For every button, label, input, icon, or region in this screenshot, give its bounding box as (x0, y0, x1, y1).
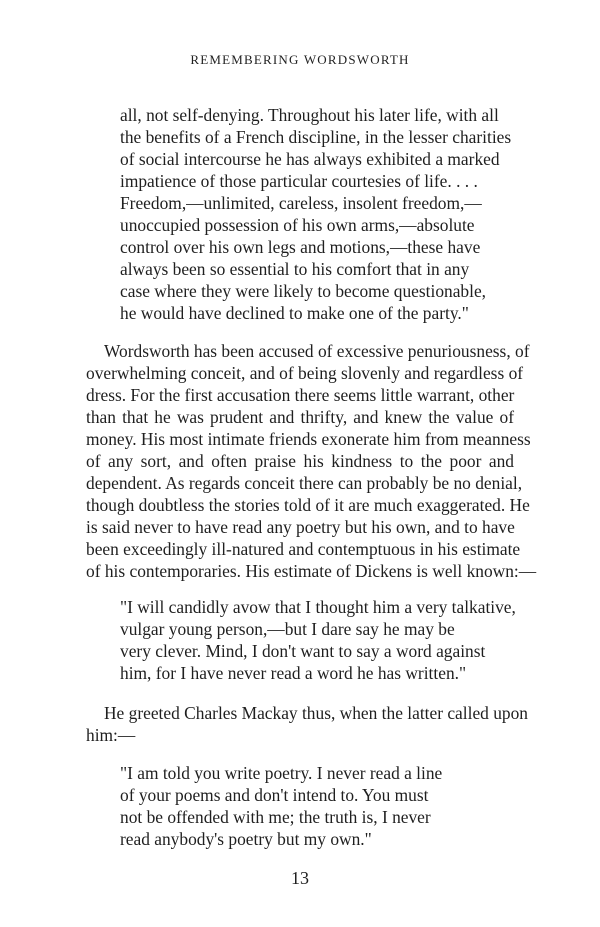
body-line: of any sort, and often praise his kindness to the poor and (86, 451, 514, 471)
quote-line: the benefits of a French discipline, in the lesser charities (120, 127, 512, 147)
quote-line: unoccupied possession of his own arms,—absolute (120, 215, 475, 235)
body-line: Wordsworth has been accused of excessive penuriousness, of (104, 341, 530, 361)
body-line: of his contemporaries. His estimate of Dickens is well known:— (86, 561, 537, 581)
body-line: dress. For the first accusation there seems little warrant, other (86, 385, 515, 405)
quote-line: always been so essential to his comfort that in any (120, 259, 470, 279)
quote-line: "I will candidly avow that I thought him a very talkative, (120, 597, 516, 617)
page-number: 13 (291, 868, 309, 888)
quote-line: "I am told you write poetry. I never read a line (120, 763, 443, 783)
quote-line: not be offended with me; the truth is, I never (120, 807, 431, 827)
quote-line: him, for I have never read a word he has written." (120, 663, 467, 683)
quote-line: all, not self-denying. Throughout his later life, with all (120, 105, 499, 125)
quote-line: read anybody's poetry but my own." (120, 829, 372, 849)
quote-line: control over his own legs and motions,—these have (120, 237, 481, 257)
quote-line: he would have declined to make one of the party." (120, 303, 469, 323)
running-header: REMEMBERING WORDSWORTH (190, 52, 410, 67)
body-line: than that he was prudent and thrifty, and knew the value of (86, 407, 514, 427)
body-line: been exceedingly ill-natured and contemptuous in his estimate (86, 539, 521, 559)
quote-line: case where they were likely to become questionable, (120, 281, 487, 301)
quote-line: impatience of those particular courtesies of life. . . . (120, 171, 478, 191)
quote-line: very clever. Mind, I don't want to say a word against (120, 641, 486, 661)
quote-line: Freedom,—unlimited, careless, insolent freedom,— (120, 193, 482, 213)
body-line: money. His most intimate friends exonerate him from meanness (86, 429, 531, 449)
body-line: overwhelming conceit, and of being slovenly and regardless of (86, 363, 524, 383)
body-line: dependent. As regards conceit there can probably be no denial, (86, 473, 523, 493)
body-line: is said never to have read any poetry but his own, and to have (86, 517, 515, 537)
body-line: him:— (86, 725, 136, 745)
quote-line: of your poems and don't intend to. You must (120, 785, 429, 805)
body-line: He greeted Charles Mackay thus, when the latter called upon (104, 703, 528, 723)
quote-line: vulgar young person,—but I dare say he may be (120, 619, 455, 639)
quote-line: of social intercourse he has always exhibited a marked (120, 149, 500, 169)
body-line: though doubtless the stories told of it are much exaggerated. He (86, 495, 530, 515)
